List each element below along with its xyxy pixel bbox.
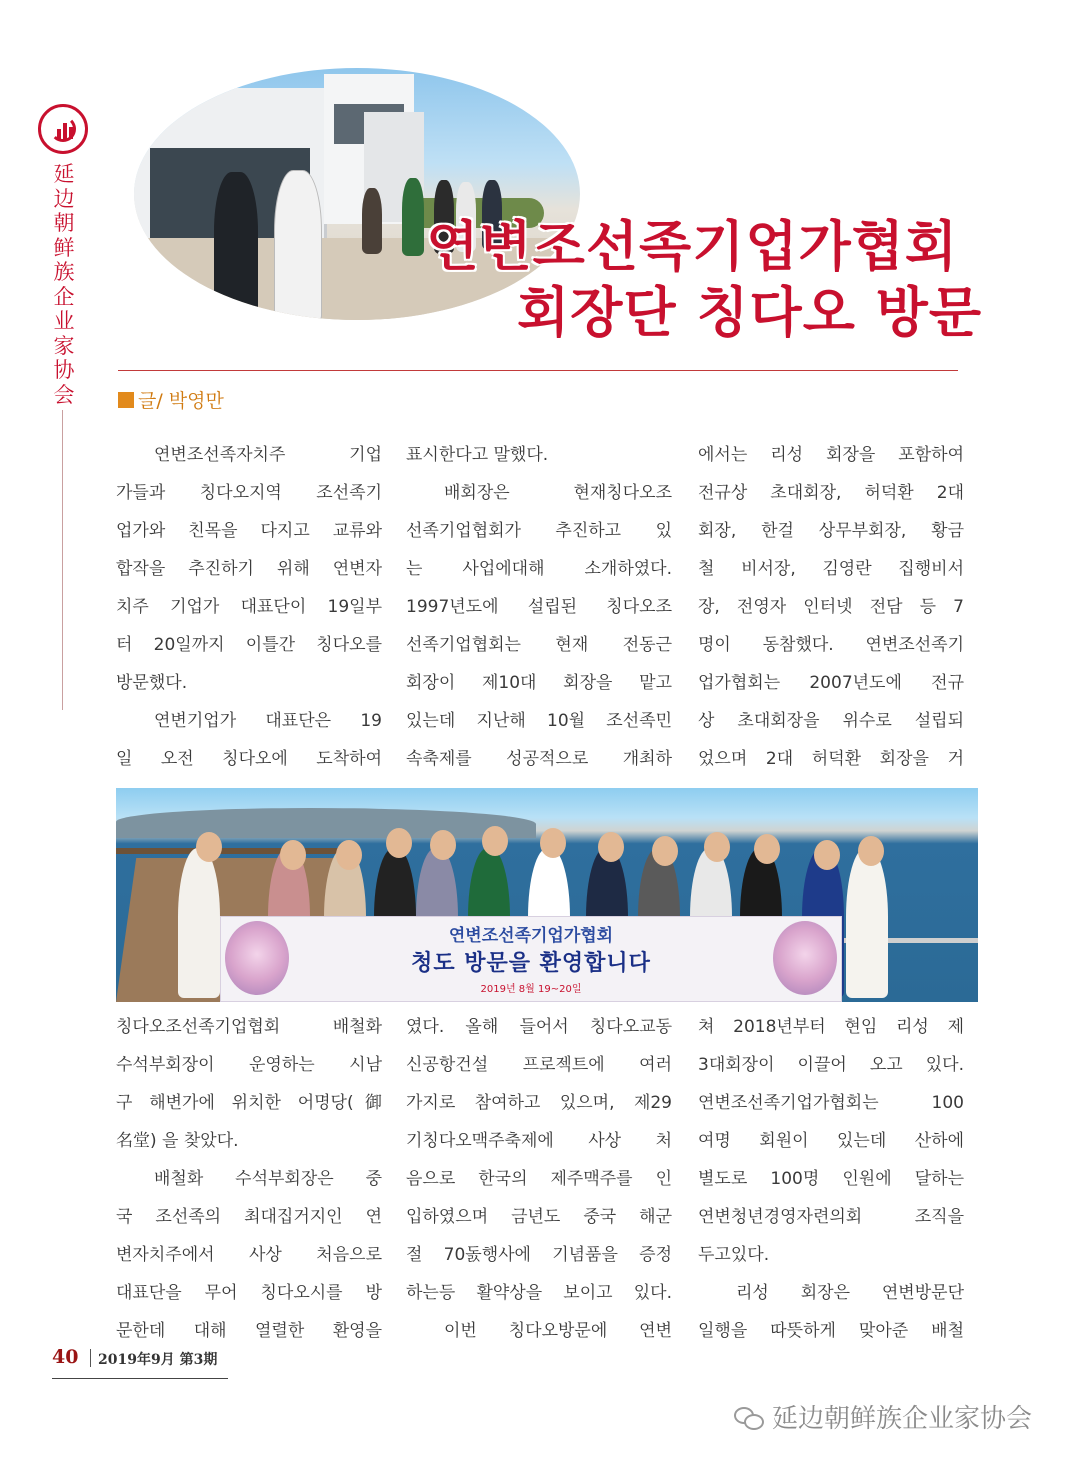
text-line: 있는데 지난해 10월 조선족민 bbox=[406, 711, 672, 731]
text-line: 치주 기업가 대표단이 19일부 bbox=[116, 597, 382, 617]
title-line-1: 연변조선족기업가협회 bbox=[426, 215, 958, 278]
flower-decoration-icon bbox=[773, 921, 837, 995]
issue-date: 2019年9月 第3期 bbox=[98, 1352, 218, 1368]
text-line: 배회장은 현재칭다오조 bbox=[444, 483, 672, 503]
text-line: 리성 회장은 연변방문단 bbox=[736, 1283, 964, 1303]
text-line: 구 해변가에 위치한 어명당(御 bbox=[116, 1093, 382, 1113]
text-line: 명이 동참했다. 연변조선족기 bbox=[698, 635, 964, 655]
square-bullet-icon bbox=[118, 392, 134, 408]
text-line: 었으며 2대 허덕환 회장을 거 bbox=[698, 749, 964, 769]
text-line: 가들과 칭다오지역 조선족기 bbox=[116, 483, 382, 503]
article-title bbox=[400, 214, 1000, 346]
text-line: 업가협회는 2007년도에 전규 bbox=[698, 673, 964, 693]
text-line: 연변청년경영자련의회 조직을 bbox=[698, 1207, 964, 1227]
text-line: 장, 전영자 인터넷 전담 등 7 bbox=[698, 597, 964, 617]
text-line: 회장이 제10대 회장을 맡고 bbox=[406, 673, 672, 693]
text-column-1-top bbox=[116, 436, 382, 778]
text-line: 전규상 초대회장, 허덕환 2대 bbox=[698, 483, 964, 503]
text-line: 에서는 리성 회장을 포함하여 bbox=[698, 445, 964, 465]
page-number: 40 bbox=[52, 1346, 79, 1368]
text-line: 3대회장이 이끌어 오고 있다. bbox=[698, 1055, 964, 1075]
title-divider bbox=[118, 370, 958, 371]
text-line: 여명 회원이 있는데 산하에 bbox=[698, 1131, 964, 1151]
text-line: 일 오전 칭다오에 도착하여 bbox=[116, 749, 382, 769]
text-line: 선족기업협회가 추진하고 있 bbox=[406, 521, 672, 541]
flower-decoration-icon bbox=[225, 921, 289, 995]
footer-rule bbox=[52, 1378, 228, 1379]
text-line: 기칭다오맥주축제에 사상 처 bbox=[406, 1131, 672, 1151]
text-line: 절 70돐행사에 기념품을 증정 bbox=[406, 1245, 672, 1265]
text-line: 연변조선족자치주 기업 bbox=[154, 445, 382, 465]
text-line: 터 20일까지 이틀간 칭다오를 bbox=[116, 635, 382, 655]
banner-org-name: 연변조선족기업가협회 bbox=[448, 926, 614, 946]
text-column-2-bottom bbox=[406, 1008, 672, 1350]
text-column-3-bottom bbox=[698, 1008, 964, 1350]
author-name: 글/ 박영만 bbox=[138, 390, 224, 412]
text-line: 하는등 활약상을 보이고 있다. bbox=[406, 1283, 672, 1303]
text-line: 입하였으며 금년도 중국 해군 bbox=[406, 1207, 672, 1227]
text-line: 연변조선족기업가협회는 100 bbox=[698, 1093, 964, 1113]
wechat-icon bbox=[734, 1407, 764, 1429]
text-line: 합작을 추진하기 위해 연변자 bbox=[116, 559, 382, 579]
text-line: 속축제를 성공적으로 개최하 bbox=[406, 749, 672, 769]
text-line: 대표단을 무어 칭다오시를 방 bbox=[116, 1283, 382, 1303]
text-line: 연변기업가 대표단은 19 bbox=[154, 711, 382, 731]
text-line: 문한데 대해 열렬한 환영을 bbox=[116, 1321, 382, 1341]
author-byline bbox=[118, 386, 224, 413]
welcome-banner bbox=[220, 916, 842, 1002]
text-line: 이번 칭다오방문에 연변 bbox=[444, 1321, 672, 1341]
text-line: 변자치주에서 사상 처음으로 bbox=[116, 1245, 382, 1265]
text-line: 업가와 친목을 다지고 교류와 bbox=[116, 521, 382, 541]
text-line: 국 조선족의 최대집거지인 연 bbox=[116, 1207, 382, 1227]
text-column-3-top bbox=[698, 436, 964, 778]
text-line: 가지로 참여하고 있으며, 제29 bbox=[406, 1093, 672, 1113]
text-line: 두고있다. bbox=[698, 1245, 770, 1265]
text-line: 상 초대회장을 위수로 설립되 bbox=[698, 711, 964, 731]
text-line: 名堂) 을 찾았다. bbox=[116, 1131, 239, 1151]
text-line: 칭다오조선족기업협회 배철화 bbox=[116, 1017, 382, 1037]
text-line: 1997년도에 설립된 칭다오조 bbox=[406, 597, 672, 617]
banner-welcome-text: 청도 방문을 환영합니다 bbox=[411, 951, 651, 976]
text-column-1-bottom bbox=[116, 1008, 382, 1350]
text-line: 신공항건설 프로젝트에 여러 bbox=[406, 1055, 672, 1075]
text-line: 회장, 한걸 상무부회장, 황금 bbox=[698, 521, 964, 541]
vertical-organization-name: 延边朝鲜族企业家协会 bbox=[53, 162, 75, 407]
association-logo-icon bbox=[38, 104, 88, 154]
footer-separator bbox=[90, 1349, 91, 1367]
banner-date: 2019년 8월 19~20일 bbox=[480, 984, 582, 995]
text-line: 일행을 따뜻하게 맞아준 배철 bbox=[698, 1321, 964, 1341]
sidebar-divider bbox=[62, 410, 63, 710]
watermark-text: 延边朝鲜族企业家协会 bbox=[772, 1404, 1033, 1434]
text-line: 표시한다고 말했다. bbox=[406, 445, 549, 465]
title-line-2: 회장단 칭다오 방문 bbox=[517, 281, 982, 344]
text-line: 수석부회장이 운영하는 시남 bbox=[116, 1055, 382, 1075]
text-line: 음으로 한국의 제주맥주를 인 bbox=[406, 1169, 672, 1189]
text-line: 쳐 2018년부터 현임 리성 제 bbox=[698, 1017, 964, 1037]
text-line: 는 사업에대해 소개하였다. bbox=[406, 559, 672, 579]
text-line: 별도로 100명 인원에 달하는 bbox=[698, 1169, 964, 1189]
group-photo bbox=[116, 788, 978, 1002]
text-line: 선족기업협회는 현재 전동근 bbox=[406, 635, 672, 655]
text-line: 였다. 올해 들어서 칭다오교동 bbox=[406, 1017, 672, 1037]
text-line: 배철화 수석부회장은 중 bbox=[154, 1169, 382, 1189]
wechat-watermark bbox=[734, 1398, 1032, 1435]
text-column-2-top bbox=[406, 436, 672, 778]
text-line: 방문했다. bbox=[116, 673, 188, 693]
text-line: 철 비서장, 김영란 집행비서 bbox=[698, 559, 964, 579]
